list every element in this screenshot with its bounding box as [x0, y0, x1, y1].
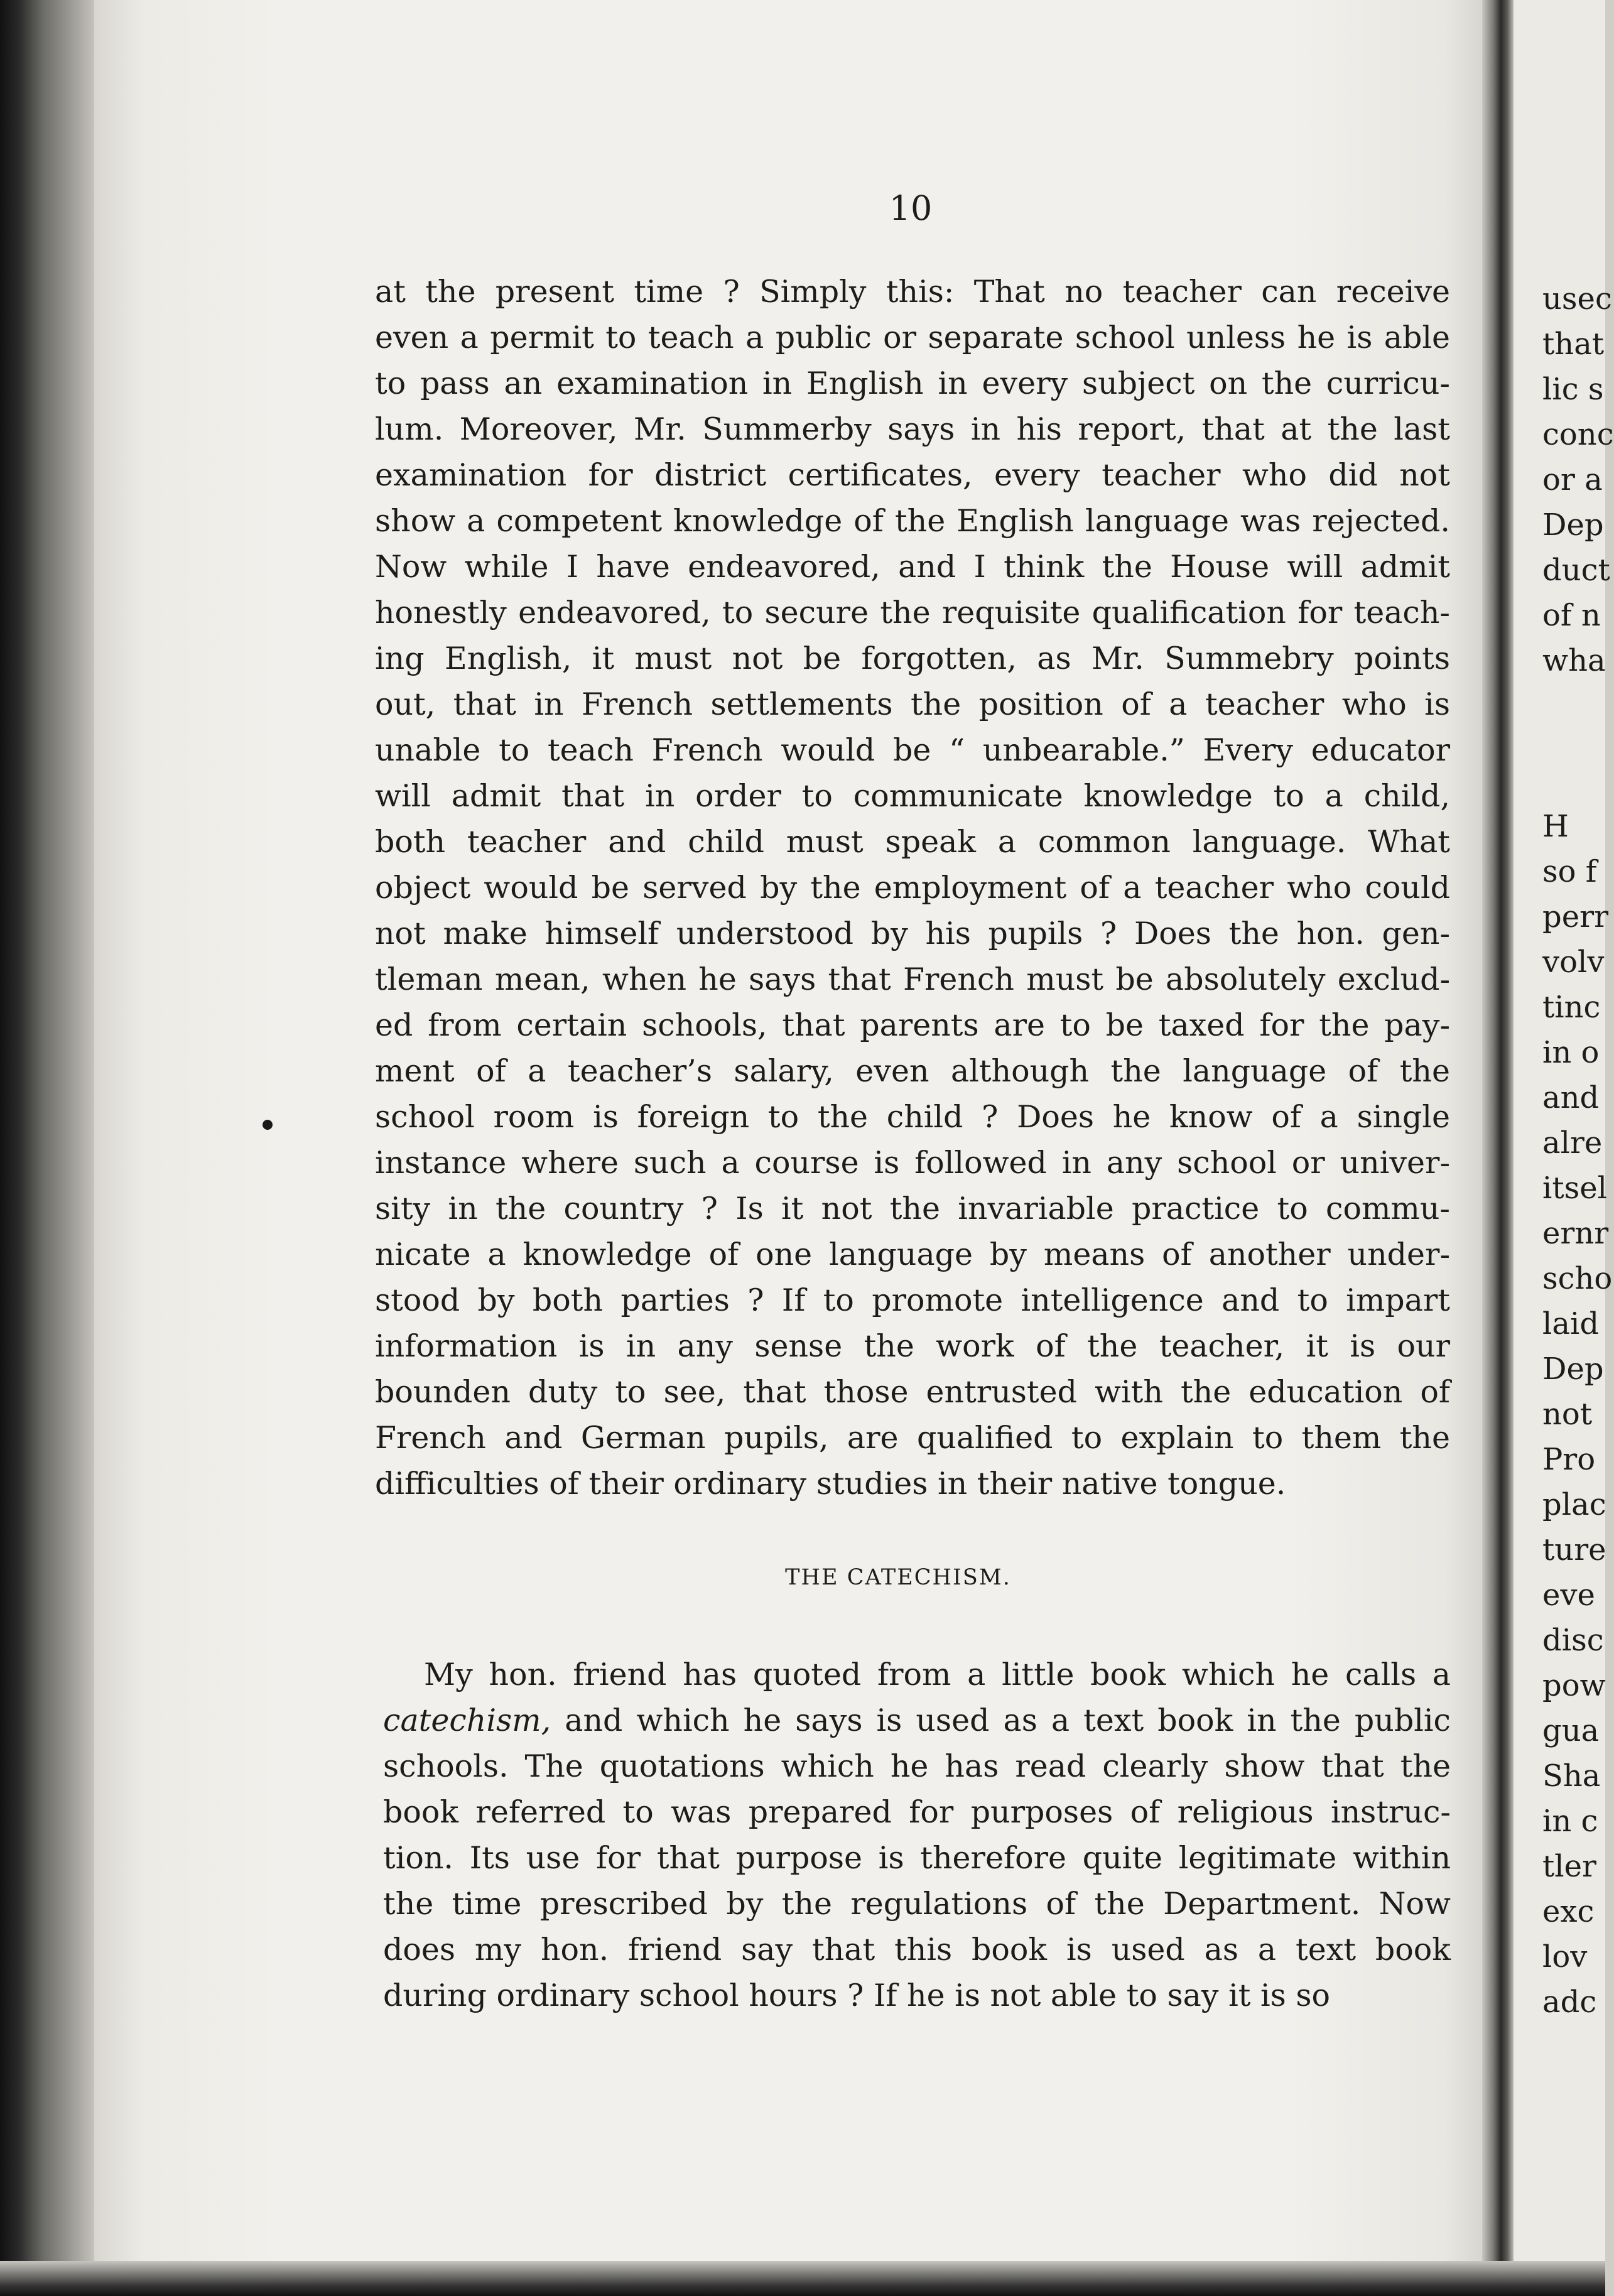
fragment-line: duct [1542, 553, 1610, 588]
fragment-line: or a [1542, 462, 1603, 497]
fragment-line: H [1542, 809, 1569, 844]
fragment-line: in c [1542, 1804, 1598, 1839]
text-line: schools. The quotations which he has read clearly show that the [383, 1748, 1451, 1784]
text-line: unable to teach French would be “ unbearable.” Every educator [375, 732, 1450, 768]
text-line: Now while I have endeavored, and I think the House will admit [375, 549, 1450, 585]
bottom-scan-edge [0, 2261, 1605, 2296]
text-line: sity in the country ? Is it not the invariable practice to commu- [375, 1191, 1450, 1227]
text-line: will admit that in order to communicate knowledge to a child, [375, 778, 1450, 814]
italic-word: catechism, [383, 1703, 551, 1738]
text-line: difficulties of their ordinary studies in their native tongue. [375, 1466, 1286, 1502]
text-line: My hon. friend has quoted from a little book which he calls a [424, 1657, 1451, 1692]
text-line: does my hon. friend say that this book is used as a text book [383, 1932, 1451, 1968]
next-page-edge [1514, 0, 1614, 2296]
text-line: ment of a teacher’s salary, even although the language of the [375, 1053, 1450, 1089]
text-line: out, that in French settlements the position of a teacher who is [375, 686, 1450, 722]
fragment-line: wha [1542, 643, 1606, 678]
fragment-line: adc [1542, 1985, 1597, 2020]
fragment-line: ture [1542, 1532, 1606, 1568]
fragment-line: and [1542, 1080, 1600, 1115]
section-paragraph [383, 1652, 1451, 2018]
section-heading: THE CATECHISM. [785, 1565, 1011, 1590]
left-binding-edge [0, 0, 94, 2296]
fragment-line: exc [1542, 1894, 1595, 1929]
margin-ink-dot [263, 1120, 273, 1130]
text-line: examination for district certificates, every teacher who did not [375, 457, 1450, 493]
fragment-line: Pro [1542, 1442, 1596, 1477]
text-line: both teacher and child must speak a common language. What [375, 824, 1450, 860]
text-line: show a competent knowledge of the English language was rejected. [375, 503, 1450, 539]
fragment-line: scho [1542, 1261, 1613, 1296]
fragment-line: disc [1542, 1623, 1604, 1658]
fragment-line: of n [1542, 598, 1601, 633]
fragment-line: so f [1542, 854, 1597, 889]
text-line: tleman mean, when he says that French must be absolutely exclud- [375, 961, 1450, 997]
fragment-line: tler [1542, 1849, 1596, 1884]
line-remainder: and which he says is used as a text book in the public [551, 1703, 1451, 1738]
fragment-line: volv [1542, 945, 1605, 980]
text-line: lum. Moreover, Mr. Summerby says in his report, that at the last [375, 411, 1450, 447]
next-page-fragments-bottom [1542, 804, 1612, 2025]
text-line: school room is foreign to the child ? Does he know of a single [375, 1099, 1450, 1135]
fragment-line: not [1542, 1397, 1593, 1432]
text-line: honestly endeavored, to secure the requisite qualification for teach- [375, 595, 1450, 631]
fragment-line: Sha [1542, 1758, 1601, 1794]
text-line: ing English, it must not be forgotten, as Mr. Summebry points [375, 641, 1450, 676]
fragment-line: eve [1542, 1578, 1595, 1613]
fragment-line: itsel [1542, 1171, 1608, 1206]
text-line: ed from certain schools, that parents are to be taxed for the pay- [375, 1007, 1450, 1043]
text-line: bounden duty to see, that those entrusted with the education of [375, 1374, 1450, 1410]
page-number: 10 [889, 188, 933, 228]
fragment-line: alre [1542, 1125, 1603, 1161]
fragment-line: pow [1542, 1668, 1606, 1703]
text-line: even a permit to teach a public or separate school unless he is able [375, 320, 1450, 355]
text-line: the time prescribed by the regulations of the Department. Now [383, 1886, 1451, 1922]
fragment-line: plac [1542, 1487, 1606, 1522]
text-line: during ordinary school hours ? If he is not able to say it is so [383, 1978, 1331, 2013]
fragment-line: ernr [1542, 1216, 1609, 1251]
text-line: stood by both parties ? If to promote intelligence and to impart [375, 1282, 1450, 1318]
book-gutter-shadow [1482, 0, 1514, 2296]
fragment-line: tinc [1542, 990, 1601, 1025]
fragment-line: lic s [1542, 372, 1604, 407]
text-line: nicate a knowledge of one language by means of another under- [375, 1237, 1450, 1272]
text-line: instance where such a course is followed in any school or univer- [375, 1145, 1450, 1181]
body-paragraph [375, 269, 1450, 1507]
text-line [383, 1698, 1451, 1743]
text-line: book referred to was prepared for purposes of religious instruc- [383, 1794, 1451, 1830]
fragment-line: perr [1542, 899, 1609, 934]
fragment-line: conc [1542, 417, 1614, 452]
fragment-line: usec [1542, 281, 1612, 317]
text-line: not make himself understood by his pupils ? Does the hon. gen- [375, 916, 1450, 951]
text-line: tion. Its use for that purpose is therefore quite legitimate within [383, 1840, 1451, 1876]
fragment-line: laid [1542, 1306, 1600, 1341]
fragment-line: Dep [1542, 1351, 1604, 1387]
text-line: at the present time ? Simply this: That no teacher can receive [375, 274, 1450, 310]
text-line: object would be served by the employment of a teacher who could [375, 870, 1450, 906]
fragment-line: lov [1542, 1939, 1588, 1974]
fragment-line: in o [1542, 1035, 1600, 1070]
next-page-fragments-top [1542, 276, 1614, 683]
text-line: information is in any sense the work of the teacher, it is our [375, 1328, 1450, 1364]
fragment-line: Dep [1542, 507, 1604, 543]
fragment-line: gua [1542, 1713, 1600, 1748]
text-line: French and German pupils, are qualified to explain to them the [375, 1420, 1450, 1456]
text-line: to pass an examination in English in every subject on the curricu- [375, 366, 1450, 401]
fragment-line: that [1542, 327, 1605, 362]
